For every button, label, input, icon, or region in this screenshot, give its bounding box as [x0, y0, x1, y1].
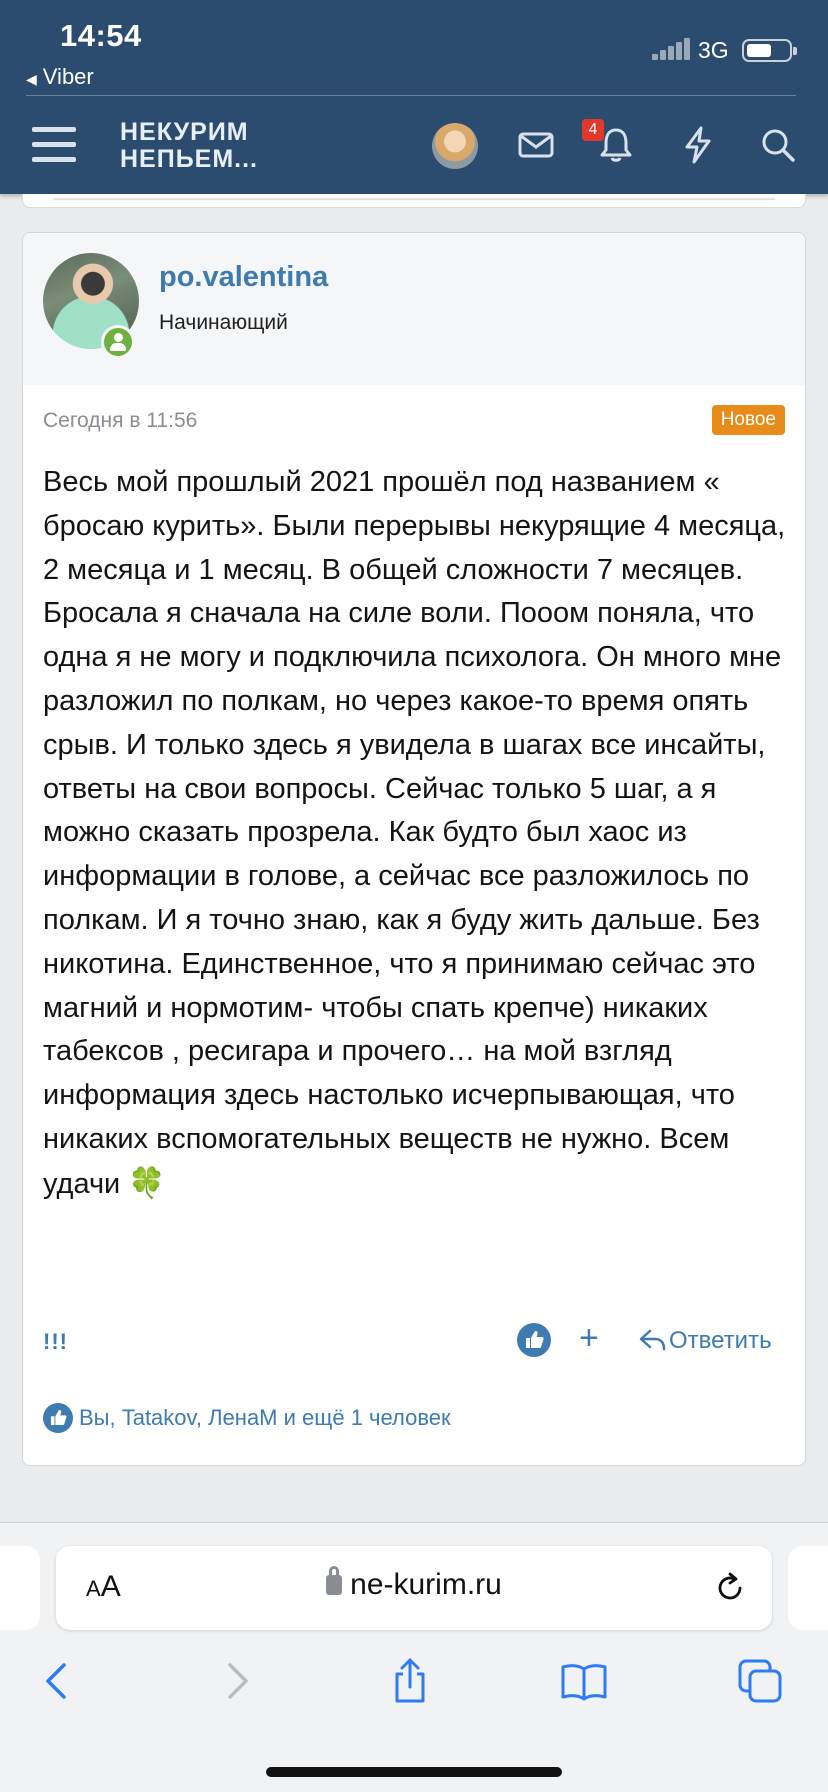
likes-text: Вы, Tatakov, ЛенаМ и ещё 1 человек — [79, 1405, 451, 1430]
bookmarks-icon[interactable] — [560, 1657, 608, 1705]
post-date[interactable]: Сегодня в 11:56 — [43, 409, 198, 432]
battery-icon — [742, 39, 792, 62]
site-logo[interactable] — [120, 119, 258, 173]
menu-icon[interactable] — [32, 127, 76, 163]
reply-label: Ответить — [669, 1327, 772, 1354]
bell-icon[interactable] — [596, 125, 636, 165]
account-avatar[interactable] — [432, 123, 478, 169]
online-status-icon — [101, 325, 135, 359]
author-username[interactable]: po.valentina — [159, 261, 329, 293]
back-triangle-icon: ◀ — [26, 71, 37, 87]
reload-icon[interactable] — [712, 1570, 748, 1606]
home-indicator — [266, 1767, 562, 1777]
network-label: 3G — [698, 37, 729, 63]
back-app-label: Viber — [42, 64, 94, 89]
report-link[interactable]: !!! — [43, 1329, 68, 1354]
post-body — [43, 461, 787, 1207]
back-icon[interactable] — [34, 1657, 82, 1705]
lightning-icon[interactable] — [678, 125, 718, 165]
url-domain: ne-kurim.ru — [350, 1568, 502, 1601]
logo-line-2: НЕПЬЕМ... — [120, 145, 259, 173]
tabs-icon[interactable] — [736, 1657, 784, 1705]
previous-post-edge — [22, 194, 806, 208]
share-icon[interactable] — [386, 1657, 434, 1705]
forward-icon[interactable] — [212, 1657, 260, 1705]
previous-tab-peek[interactable] — [0, 1546, 40, 1630]
status-time: 14:54 — [60, 18, 142, 53]
address-bar[interactable] — [56, 1546, 772, 1630]
post-card — [22, 232, 806, 1466]
logo-line-1: НЕКУРИМ — [120, 118, 249, 146]
clover-emoji: 🍀 — [128, 1166, 166, 1200]
text-size-button[interactable]: AA — [86, 1570, 121, 1603]
status-divider — [26, 95, 796, 96]
reply-button[interactable] — [639, 1327, 772, 1355]
post-actions — [23, 1319, 805, 1373]
search-icon[interactable] — [758, 125, 798, 165]
add-reaction-button[interactable]: + — [579, 1319, 599, 1357]
site-header — [0, 97, 828, 194]
new-badge: Новое — [712, 405, 785, 435]
likes-summary[interactable] — [43, 1403, 451, 1433]
signal-icon — [652, 38, 690, 60]
mail-icon[interactable] — [516, 125, 556, 165]
back-to-app-link[interactable] — [26, 64, 94, 90]
author-role: Начинающий — [159, 311, 288, 334]
next-tab-peek[interactable] — [788, 1546, 828, 1630]
post-text: Весь мой прошлый 2021 прошёл под названием « бросаю курить». Были перерывы некурящие 4 месяца, 2 месяца и 1 месяц. В общей сложности 7 месяцев. Бросала я сначала на силе воли. Пооом поняла, что одна я не могу и подключила психолога. Он много мне разложил по полкам, но через какое-то время опять срыв. И только здесь я увидела в шагах все инсайты, ответы на свои вопросы. Сейчас только 5 шаг, а я можно сказать прозрела. Как будто был хаос из информации в голове, а сейчас все разложилось по полкам. И я точно знаю, как я буду жить дальше. Без никотина. Единственное, что я принимаю сейчас это магний и нормотим- чтобы спать крепче) никаких табексов , ресигара и прочего… на мой взгляд информация здесь настолько исчерпывающая, что никаких вспомогательных веществ не нужно. Всем удачи — [43, 466, 786, 1200]
reply-icon — [639, 1328, 667, 1352]
status-bar — [0, 0, 828, 97]
lock-icon — [326, 1575, 342, 1595]
like-button[interactable] — [517, 1323, 551, 1357]
browser-toolbar — [0, 1523, 828, 1792]
post-author-block — [23, 233, 805, 385]
thumbs-up-icon — [43, 1403, 73, 1433]
notification-count-badge: 4 — [582, 119, 604, 141]
url-text[interactable] — [56, 1568, 772, 1602]
thumbs-up-icon — [517, 1323, 551, 1357]
